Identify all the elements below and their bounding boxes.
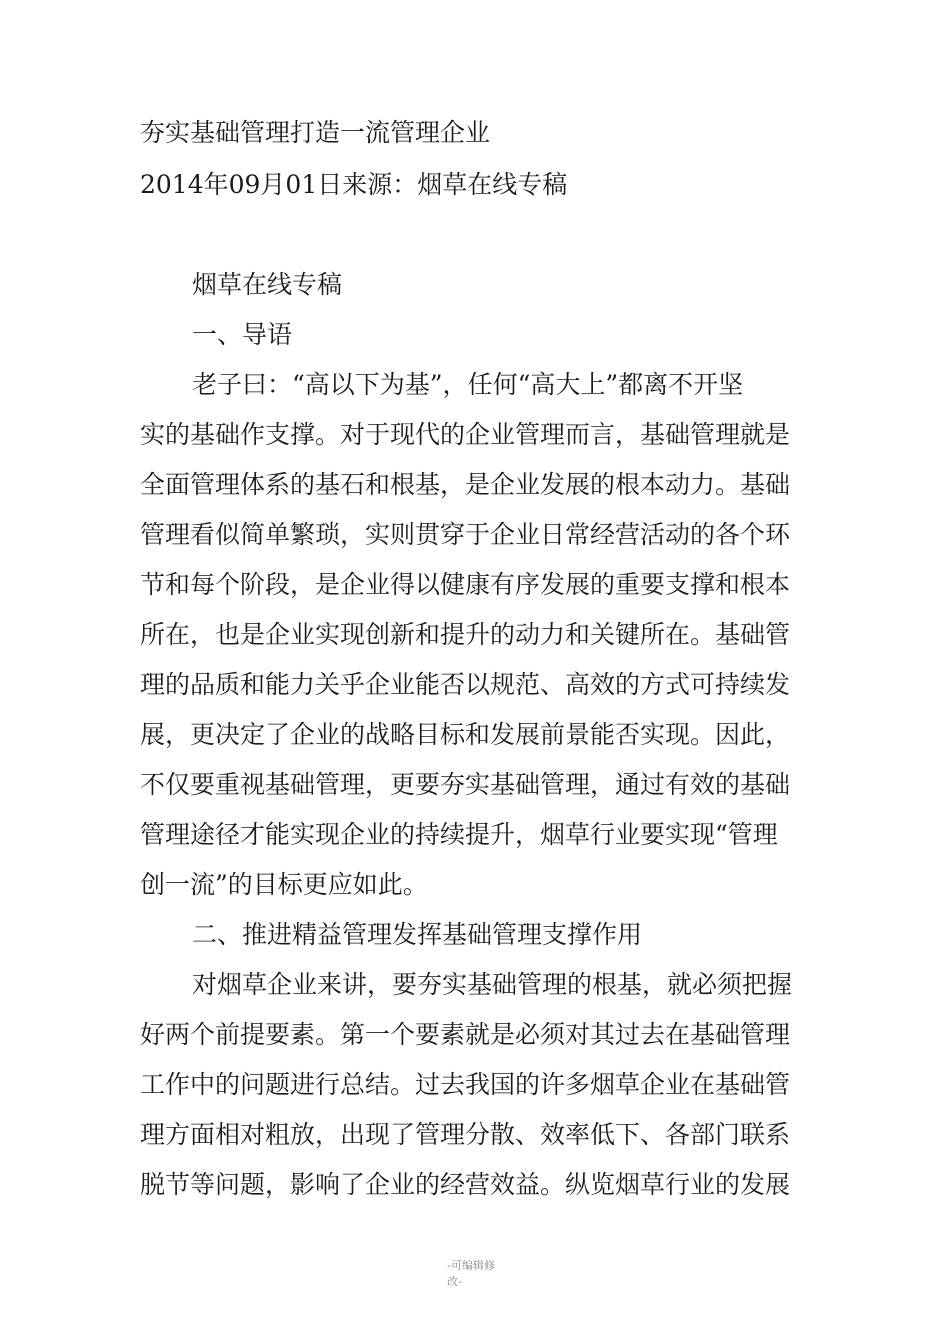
- paragraph-line: 展，更决定了企业的战略目标和发展前景能否实现。因此，: [140, 720, 791, 749]
- paragraph-line: 脱节等问题，影响了企业的经营效益。纵览烟草行业的发展: [140, 1170, 791, 1199]
- paragraph-line: 老子曰：“高以下为基”，任何“高大上”都离不开坚: [192, 370, 744, 399]
- paragraph-line: 节和每个阶段，是企业得以健康有序发展的重要支撑和根本: [140, 570, 791, 599]
- paragraph-line: 管理看似简单繁琐，实则贯穿于企业日常经营活动的各个环: [140, 520, 791, 549]
- section-heading-lean-management: 二、推进精益管理发挥基础管理支撑作用: [192, 920, 643, 949]
- paragraph-line: 工作中的问题进行总结。过去我国的许多烟草企业在基础管: [140, 1070, 791, 1099]
- paragraph-line: 不仅要重视基础管理，更要夯实基础管理，通过有效的基础: [140, 770, 791, 799]
- paragraph-line: 创一流”的目标更应如此。: [140, 870, 428, 899]
- paragraph-line: 实的基础作支撑。对于现代的企业管理而言，基础管理就是: [140, 420, 791, 449]
- paragraph-line: 好两个前提要素。第一个要素就是必须对其过去在基础管理: [140, 1020, 791, 1049]
- paragraph-line: 对烟草企业来讲，要夯实基础管理的根基，就必须把握: [192, 970, 793, 999]
- document-title: 夯实基础管理打造一流管理企业: [140, 118, 491, 147]
- paragraph-line: 理的品质和能力关乎企业能否以规范、高效的方式可持续发: [140, 670, 791, 699]
- paragraph-line: 理方面相对粗放，出现了管理分散、效率低下、各部门联系: [140, 1120, 791, 1149]
- paragraph-line: 所在，也是企业实现创新和提升的动力和关键所在。基础管: [140, 620, 791, 649]
- paragraph-line: 全面管理体系的基石和根基，是企业发展的根本动力。基础: [140, 470, 791, 499]
- section-heading-intro: 一、导语: [192, 320, 293, 349]
- paragraph-line: 管理途径才能实现企业的持续提升，烟草行业要实现“管理: [140, 820, 778, 849]
- page-footer-note: -可编辑修改-: [447, 1259, 495, 1288]
- dateline: 2014年09月01日来源：烟草在线专稿: [140, 170, 568, 199]
- byline: 烟草在线专稿: [192, 270, 343, 299]
